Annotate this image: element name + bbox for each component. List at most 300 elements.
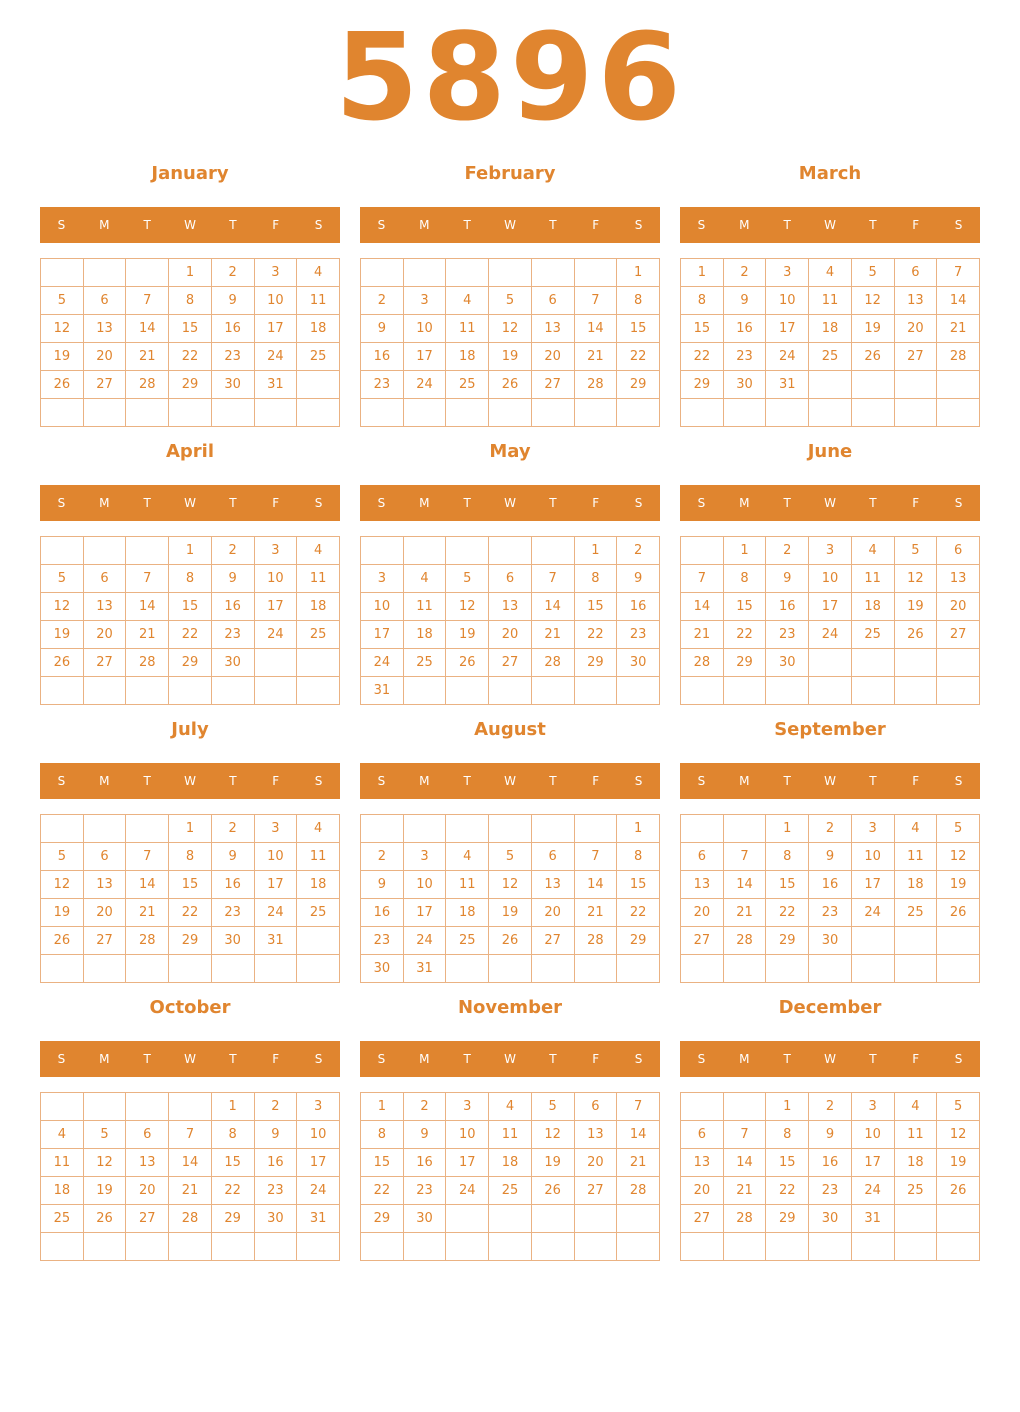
day-cell: 5 xyxy=(41,287,84,315)
day-cell: 25 xyxy=(446,927,489,955)
day-cell: 24 xyxy=(851,899,894,927)
week-row xyxy=(681,1177,980,1205)
day-cell xyxy=(617,399,660,427)
day-cell: 12 xyxy=(894,565,937,593)
day-cell: 28 xyxy=(574,371,617,399)
day-cell xyxy=(766,1233,809,1261)
day-cell xyxy=(894,1233,937,1261)
week-row xyxy=(681,399,980,427)
weekday-label: F xyxy=(592,218,600,232)
day-cell: 14 xyxy=(617,1121,660,1149)
day-cell: 25 xyxy=(851,621,894,649)
week-row xyxy=(681,1093,980,1121)
day-cell: 9 xyxy=(361,871,404,899)
day-cell xyxy=(297,955,340,983)
day-cell: 14 xyxy=(723,871,766,899)
day-cell: 16 xyxy=(361,343,404,371)
day-cell: 9 xyxy=(723,287,766,315)
day-cell xyxy=(531,399,574,427)
weekday-label: T xyxy=(143,1052,151,1066)
day-cell: 19 xyxy=(489,343,532,371)
day-cell: 3 xyxy=(361,565,404,593)
day-cell: 6 xyxy=(531,287,574,315)
day-cell: 17 xyxy=(297,1149,340,1177)
weekday-label: F xyxy=(272,218,280,232)
day-cell xyxy=(297,1233,340,1261)
day-cell xyxy=(83,1093,126,1121)
day-cell xyxy=(41,537,84,565)
day-cell xyxy=(851,649,894,677)
day-cell: 9 xyxy=(617,565,660,593)
week-row xyxy=(681,621,980,649)
day-cell xyxy=(489,677,532,705)
day-cell: 9 xyxy=(211,287,254,315)
day-cell: 8 xyxy=(766,843,809,871)
weekday-label: T xyxy=(869,1052,877,1066)
day-cell xyxy=(126,537,169,565)
day-cell xyxy=(894,677,937,705)
day-cell: 7 xyxy=(617,1093,660,1121)
day-cell xyxy=(446,537,489,565)
weekday-label: T xyxy=(549,496,557,510)
day-cell: 18 xyxy=(403,621,446,649)
day-cell xyxy=(403,259,446,287)
day-cell: 3 xyxy=(254,815,297,843)
day-cell: 12 xyxy=(489,315,532,343)
day-cell: 10 xyxy=(254,287,297,315)
weekday-header xyxy=(40,207,340,243)
day-cell xyxy=(681,677,724,705)
day-cell xyxy=(169,677,212,705)
weekday-label: W xyxy=(184,774,196,788)
day-cell: 27 xyxy=(489,649,532,677)
week-row xyxy=(361,1177,660,1205)
day-cell: 19 xyxy=(446,621,489,649)
day-cell: 29 xyxy=(169,927,212,955)
weekday-label: M xyxy=(99,496,110,510)
day-cell: 11 xyxy=(446,315,489,343)
week-row xyxy=(361,815,660,843)
week-row xyxy=(41,1233,340,1261)
day-cell xyxy=(681,815,724,843)
day-cell xyxy=(126,955,169,983)
day-cell: 1 xyxy=(766,815,809,843)
day-cell: 19 xyxy=(937,1149,980,1177)
day-cell: 28 xyxy=(126,371,169,399)
weekday-label: S xyxy=(634,496,643,510)
month-title: September xyxy=(774,719,886,740)
weekday-label: S xyxy=(314,496,323,510)
day-cell: 13 xyxy=(531,871,574,899)
day-cell: 30 xyxy=(723,371,766,399)
day-cell: 22 xyxy=(169,343,212,371)
day-cell: 16 xyxy=(403,1149,446,1177)
day-grid xyxy=(360,1092,660,1261)
day-cell: 4 xyxy=(446,843,489,871)
day-cell: 4 xyxy=(851,537,894,565)
day-cell xyxy=(41,399,84,427)
day-cell: 17 xyxy=(446,1149,489,1177)
day-cell: 25 xyxy=(297,343,340,371)
day-cell: 29 xyxy=(723,649,766,677)
day-cell: 5 xyxy=(446,565,489,593)
day-cell: 17 xyxy=(254,871,297,899)
day-cell: 11 xyxy=(446,871,489,899)
day-cell: 15 xyxy=(766,1149,809,1177)
week-row xyxy=(681,927,980,955)
weekday-header xyxy=(40,763,340,799)
day-grid xyxy=(680,536,980,705)
week-row xyxy=(41,537,340,565)
day-cell xyxy=(809,1233,852,1261)
day-cell: 15 xyxy=(617,315,660,343)
weekday-label: S xyxy=(634,1052,643,1066)
day-cell: 28 xyxy=(126,649,169,677)
week-row xyxy=(361,1093,660,1121)
day-cell: 2 xyxy=(617,537,660,565)
day-cell: 10 xyxy=(254,565,297,593)
day-cell xyxy=(489,1205,532,1233)
day-cell: 3 xyxy=(809,537,852,565)
day-cell: 6 xyxy=(489,565,532,593)
day-cell: 25 xyxy=(894,1177,937,1205)
day-cell: 31 xyxy=(361,677,404,705)
day-cell: 4 xyxy=(297,537,340,565)
day-cell xyxy=(937,955,980,983)
day-cell: 9 xyxy=(211,843,254,871)
weekday-label: S xyxy=(697,496,706,510)
day-cell xyxy=(723,399,766,427)
day-cell: 16 xyxy=(766,593,809,621)
day-cell: 21 xyxy=(531,621,574,649)
day-cell: 5 xyxy=(41,565,84,593)
day-cell: 18 xyxy=(894,871,937,899)
week-row xyxy=(681,593,980,621)
weekday-label: S xyxy=(697,1052,706,1066)
day-grid xyxy=(360,536,660,705)
day-cell: 12 xyxy=(41,593,84,621)
weekday-label: M xyxy=(99,774,110,788)
day-cell: 20 xyxy=(531,899,574,927)
day-cell xyxy=(446,259,489,287)
day-cell: 1 xyxy=(361,1093,404,1121)
weekday-label: S xyxy=(57,496,66,510)
day-cell: 27 xyxy=(574,1177,617,1205)
weekday-label: T xyxy=(549,774,557,788)
weekday-label: T xyxy=(783,496,791,510)
day-cell: 5 xyxy=(937,1093,980,1121)
day-cell: 14 xyxy=(681,593,724,621)
day-cell xyxy=(83,259,126,287)
day-cell xyxy=(766,955,809,983)
day-cell: 6 xyxy=(126,1121,169,1149)
day-cell xyxy=(894,927,937,955)
day-cell: 29 xyxy=(681,371,724,399)
week-row xyxy=(681,371,980,399)
day-cell xyxy=(809,677,852,705)
day-cell xyxy=(531,1233,574,1261)
day-cell: 11 xyxy=(297,565,340,593)
week-row xyxy=(361,1205,660,1233)
day-cell xyxy=(211,677,254,705)
weekday-label: S xyxy=(634,218,643,232)
day-cell: 26 xyxy=(851,343,894,371)
weekday-label: T xyxy=(463,1052,471,1066)
week-row xyxy=(41,1149,340,1177)
day-cell: 26 xyxy=(489,927,532,955)
day-grid xyxy=(680,258,980,427)
day-cell xyxy=(531,677,574,705)
day-cell: 3 xyxy=(851,815,894,843)
day-cell: 15 xyxy=(169,315,212,343)
weekday-label: F xyxy=(592,774,600,788)
day-cell xyxy=(361,399,404,427)
day-cell: 8 xyxy=(169,843,212,871)
day-cell: 27 xyxy=(531,927,574,955)
day-cell: 28 xyxy=(681,649,724,677)
weekday-label: S xyxy=(377,1052,386,1066)
day-cell: 30 xyxy=(809,927,852,955)
month-title: March xyxy=(798,163,862,184)
day-cell: 29 xyxy=(574,649,617,677)
day-cell: 15 xyxy=(574,593,617,621)
day-cell xyxy=(361,1233,404,1261)
day-cell: 23 xyxy=(211,343,254,371)
day-cell xyxy=(574,1233,617,1261)
weekday-header xyxy=(360,207,660,243)
day-cell: 21 xyxy=(723,899,766,927)
day-cell xyxy=(297,677,340,705)
day-cell: 18 xyxy=(489,1149,532,1177)
weekday-label: M xyxy=(99,218,110,232)
day-cell xyxy=(851,927,894,955)
day-cell: 11 xyxy=(809,287,852,315)
week-row xyxy=(361,871,660,899)
day-cell: 25 xyxy=(297,899,340,927)
day-cell: 21 xyxy=(126,899,169,927)
day-cell xyxy=(531,1205,574,1233)
day-cell: 16 xyxy=(809,1149,852,1177)
weekday-label: F xyxy=(912,774,920,788)
weekday-label: S xyxy=(377,774,386,788)
month-title: February xyxy=(464,163,556,184)
weekday-label: S xyxy=(57,774,66,788)
day-cell xyxy=(937,1205,980,1233)
day-cell: 9 xyxy=(254,1121,297,1149)
day-cell: 23 xyxy=(361,371,404,399)
day-cell: 1 xyxy=(169,259,212,287)
day-cell: 21 xyxy=(723,1177,766,1205)
weekday-label: F xyxy=(592,1052,600,1066)
week-row xyxy=(361,343,660,371)
day-cell xyxy=(254,399,297,427)
day-cell xyxy=(83,677,126,705)
day-cell: 12 xyxy=(851,287,894,315)
day-cell xyxy=(41,1233,84,1261)
day-cell: 6 xyxy=(937,537,980,565)
day-cell: 2 xyxy=(809,815,852,843)
day-cell: 20 xyxy=(894,315,937,343)
day-cell xyxy=(851,677,894,705)
day-cell: 31 xyxy=(766,371,809,399)
day-cell: 3 xyxy=(446,1093,489,1121)
day-cell: 25 xyxy=(297,621,340,649)
day-cell: 17 xyxy=(403,899,446,927)
day-cell xyxy=(169,1093,212,1121)
day-cell: 12 xyxy=(83,1149,126,1177)
weekday-label: M xyxy=(739,496,750,510)
day-cell xyxy=(83,955,126,983)
day-cell: 6 xyxy=(681,843,724,871)
day-cell: 17 xyxy=(809,593,852,621)
day-cell: 24 xyxy=(809,621,852,649)
day-cell: 5 xyxy=(489,843,532,871)
day-cell: 6 xyxy=(574,1093,617,1121)
day-cell: 17 xyxy=(851,871,894,899)
day-cell: 23 xyxy=(809,899,852,927)
week-row xyxy=(361,955,660,983)
day-cell xyxy=(254,1233,297,1261)
day-cell: 21 xyxy=(574,899,617,927)
day-cell xyxy=(937,1233,980,1261)
day-cell: 12 xyxy=(489,871,532,899)
day-grid xyxy=(680,814,980,983)
day-cell xyxy=(489,955,532,983)
day-cell: 28 xyxy=(574,927,617,955)
day-cell: 30 xyxy=(403,1205,446,1233)
day-cell xyxy=(531,537,574,565)
day-cell: 30 xyxy=(617,649,660,677)
weekday-label: W xyxy=(824,218,836,232)
day-cell xyxy=(851,371,894,399)
day-cell: 13 xyxy=(531,315,574,343)
weekday-label: S xyxy=(57,1052,66,1066)
day-cell xyxy=(254,955,297,983)
day-cell: 30 xyxy=(809,1205,852,1233)
day-cell: 17 xyxy=(254,315,297,343)
weekday-label: S xyxy=(697,774,706,788)
day-cell: 2 xyxy=(211,259,254,287)
weekday-header xyxy=(40,485,340,521)
day-cell: 19 xyxy=(489,899,532,927)
day-cell xyxy=(446,677,489,705)
day-cell xyxy=(41,955,84,983)
day-cell: 23 xyxy=(211,621,254,649)
weekday-label: F xyxy=(912,496,920,510)
weekday-label: W xyxy=(184,496,196,510)
day-cell: 23 xyxy=(809,1177,852,1205)
day-cell: 16 xyxy=(211,871,254,899)
day-cell: 21 xyxy=(681,621,724,649)
weekday-label: S xyxy=(314,1052,323,1066)
day-cell: 30 xyxy=(254,1205,297,1233)
day-cell: 9 xyxy=(809,1121,852,1149)
day-cell: 8 xyxy=(617,843,660,871)
weekday-label: S xyxy=(314,218,323,232)
day-cell: 29 xyxy=(211,1205,254,1233)
day-cell: 10 xyxy=(851,1121,894,1149)
day-cell: 6 xyxy=(894,259,937,287)
day-cell: 19 xyxy=(41,621,84,649)
day-cell xyxy=(937,371,980,399)
day-cell: 16 xyxy=(809,871,852,899)
day-cell: 13 xyxy=(894,287,937,315)
day-cell: 7 xyxy=(937,259,980,287)
day-cell: 17 xyxy=(403,343,446,371)
day-cell: 17 xyxy=(361,621,404,649)
day-cell: 4 xyxy=(297,259,340,287)
weekday-label: M xyxy=(419,1052,430,1066)
weekday-header xyxy=(40,1041,340,1077)
weekday-label: T xyxy=(229,496,237,510)
week-row xyxy=(361,565,660,593)
week-row xyxy=(681,677,980,705)
week-row xyxy=(681,315,980,343)
day-cell: 1 xyxy=(169,537,212,565)
weekday-header xyxy=(360,485,660,521)
day-cell: 4 xyxy=(446,287,489,315)
day-cell: 15 xyxy=(211,1149,254,1177)
weekday-label: F xyxy=(912,218,920,232)
day-cell: 7 xyxy=(681,565,724,593)
day-cell: 10 xyxy=(851,843,894,871)
week-row xyxy=(41,315,340,343)
weekday-label: T xyxy=(869,496,877,510)
day-cell: 20 xyxy=(937,593,980,621)
week-row xyxy=(41,1121,340,1149)
day-cell: 21 xyxy=(937,315,980,343)
day-cell: 6 xyxy=(531,843,574,871)
day-cell: 20 xyxy=(126,1177,169,1205)
day-cell: 8 xyxy=(211,1121,254,1149)
week-row xyxy=(361,621,660,649)
day-cell xyxy=(851,955,894,983)
day-cell: 25 xyxy=(41,1205,84,1233)
day-cell: 11 xyxy=(489,1121,532,1149)
week-row xyxy=(41,399,340,427)
day-cell: 22 xyxy=(574,621,617,649)
day-cell: 4 xyxy=(809,259,852,287)
weekday-label: T xyxy=(143,496,151,510)
weekday-label: S xyxy=(377,496,386,510)
day-cell: 16 xyxy=(211,593,254,621)
day-cell: 11 xyxy=(297,843,340,871)
day-cell: 12 xyxy=(531,1121,574,1149)
week-row xyxy=(681,287,980,315)
weekday-label: S xyxy=(314,774,323,788)
day-cell: 26 xyxy=(41,371,84,399)
day-cell: 7 xyxy=(723,843,766,871)
week-row xyxy=(681,955,980,983)
day-cell xyxy=(83,399,126,427)
day-cell xyxy=(766,677,809,705)
day-cell xyxy=(169,399,212,427)
weekday-label: T xyxy=(229,774,237,788)
day-cell xyxy=(766,399,809,427)
day-cell: 28 xyxy=(169,1205,212,1233)
weekday-label: T xyxy=(869,774,877,788)
day-cell: 4 xyxy=(41,1121,84,1149)
week-row xyxy=(681,649,980,677)
day-cell: 12 xyxy=(937,843,980,871)
day-cell: 22 xyxy=(766,1177,809,1205)
day-cell: 10 xyxy=(403,315,446,343)
week-row xyxy=(41,565,340,593)
day-cell: 24 xyxy=(254,343,297,371)
day-cell: 29 xyxy=(766,927,809,955)
day-cell xyxy=(126,1093,169,1121)
day-cell: 2 xyxy=(361,843,404,871)
